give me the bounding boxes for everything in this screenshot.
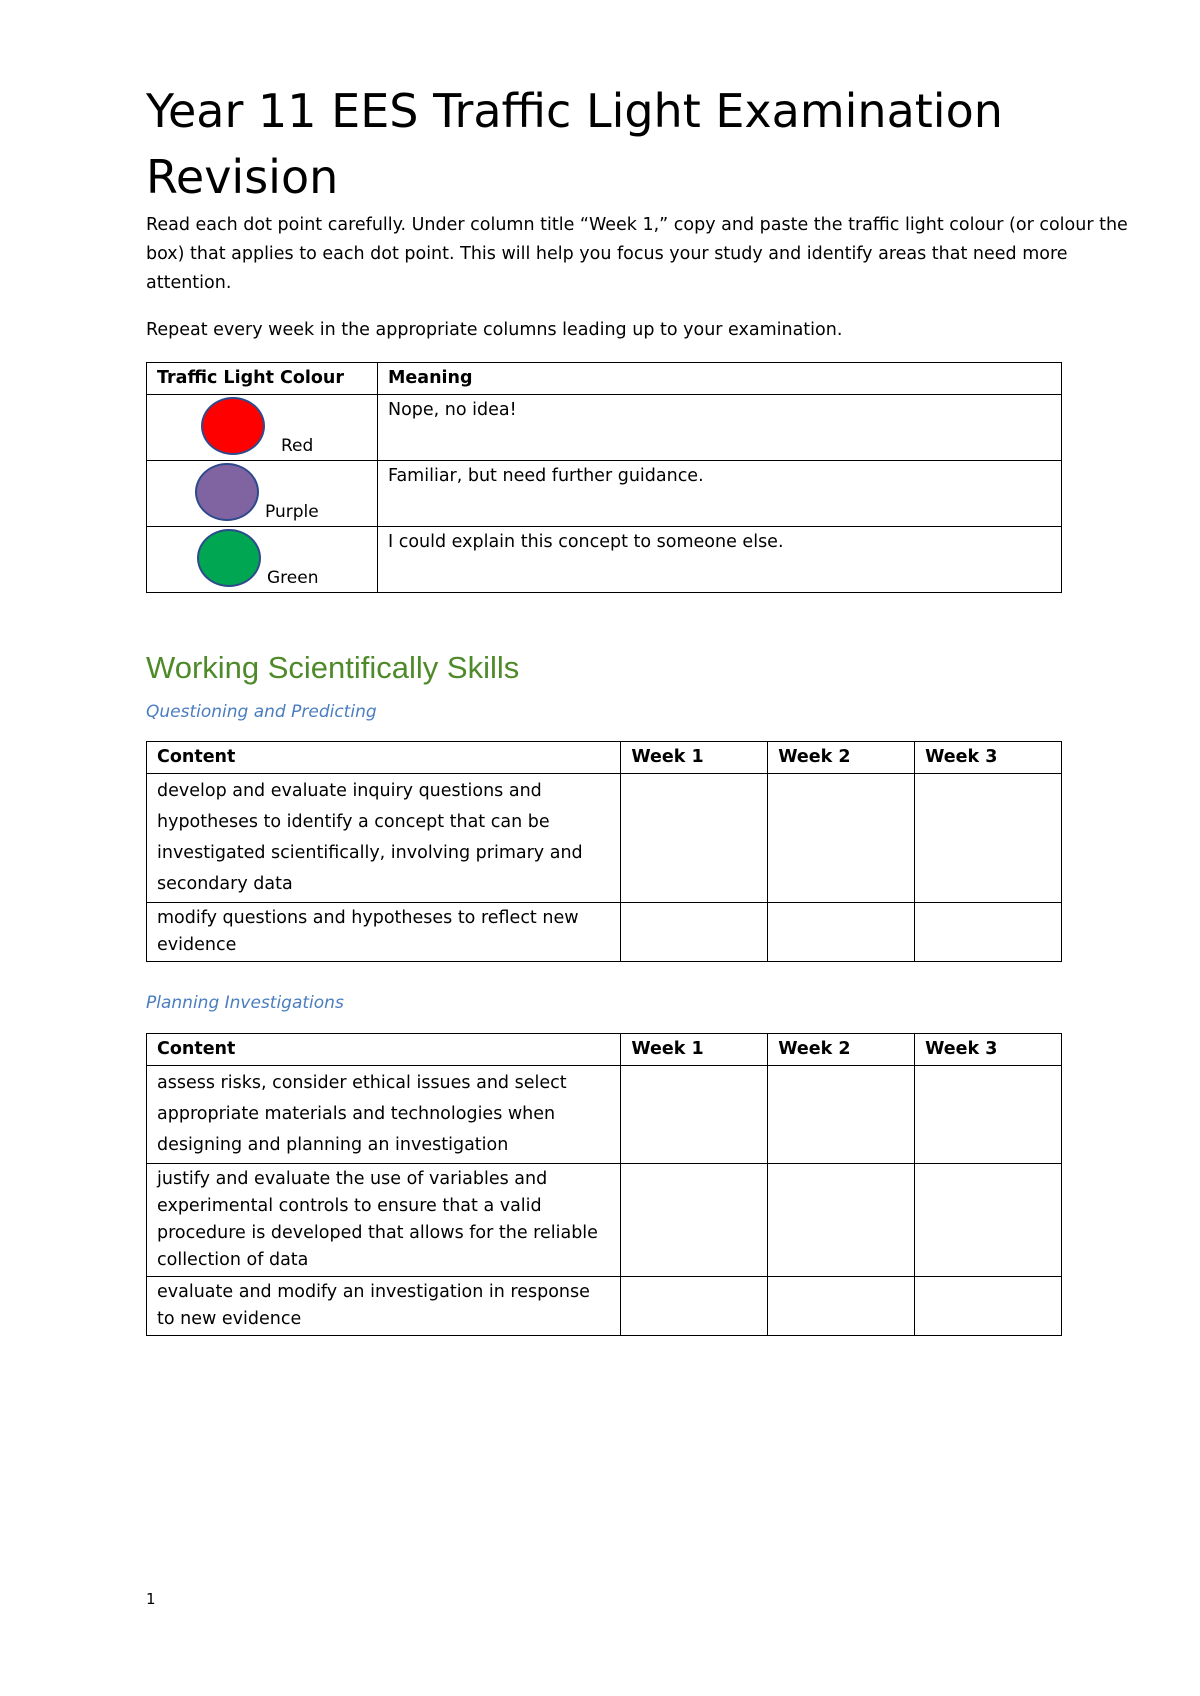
questioning-subheading: Questioning and Predicting bbox=[146, 702, 377, 722]
legend-row-purple bbox=[147, 461, 1062, 527]
legend-header-colour: Traffic Light Colour bbox=[147, 363, 378, 395]
week-2-cell[interactable] bbox=[768, 1066, 915, 1164]
week-2-cell[interactable] bbox=[768, 1277, 915, 1336]
table-row bbox=[147, 774, 1062, 903]
table-row bbox=[147, 903, 1062, 962]
planning-table bbox=[146, 1033, 1062, 1336]
legend-meaning-cell: Nope, no idea! bbox=[378, 395, 1062, 461]
week-1-header: Week 1 bbox=[621, 1034, 768, 1066]
week-3-cell[interactable] bbox=[915, 903, 1062, 962]
red-light-icon bbox=[201, 397, 265, 455]
week-3-cell[interactable] bbox=[915, 774, 1062, 903]
page-number: 1 bbox=[146, 1590, 156, 1608]
week-1-cell[interactable] bbox=[621, 903, 768, 962]
content-cell: justify and evaluate the use of variables and experimental controls to ensure that a valid procedure is developed that allows for the reliable collection of data bbox=[147, 1164, 621, 1277]
week-2-cell[interactable] bbox=[768, 774, 915, 903]
legend-light-cell bbox=[147, 461, 378, 527]
week-3-cell[interactable] bbox=[915, 1066, 1062, 1164]
green-light-icon bbox=[197, 529, 261, 587]
table-row bbox=[147, 1066, 1062, 1164]
table-header-row bbox=[147, 742, 1062, 774]
page-title: Year 11 EES Traffic Light Examination Revision bbox=[146, 84, 1003, 204]
legend-light-label: Green bbox=[267, 568, 319, 588]
legend-light-cell bbox=[147, 395, 378, 461]
week-1-header: Week 1 bbox=[621, 742, 768, 774]
week-2-header: Week 2 bbox=[768, 742, 915, 774]
content-cell: assess risks, consider ethical issues and select appropriate materials and technologies when designing and planning an investigation bbox=[147, 1066, 621, 1164]
table-row bbox=[147, 1277, 1062, 1336]
legend-header-row bbox=[147, 363, 1062, 395]
content-header: Content bbox=[147, 1034, 621, 1066]
legend-row-red bbox=[147, 395, 1062, 461]
legend-meaning-cell: I could explain this concept to someone else. bbox=[378, 527, 1062, 593]
week-2-cell[interactable] bbox=[768, 1164, 915, 1277]
repeat-instruction: Repeat every week in the appropriate columns leading up to your examination. bbox=[146, 320, 843, 340]
section-heading: Working Scientifically Skills bbox=[146, 650, 520, 685]
content-cell: modify questions and hypotheses to reflect new evidence bbox=[147, 903, 621, 962]
week-1-cell[interactable] bbox=[621, 1164, 768, 1277]
week-2-cell[interactable] bbox=[768, 903, 915, 962]
content-cell: evaluate and modify an investigation in response to new evidence bbox=[147, 1277, 621, 1336]
table-row bbox=[147, 1164, 1062, 1277]
week-3-header: Week 3 bbox=[915, 1034, 1062, 1066]
week-3-header: Week 3 bbox=[915, 742, 1062, 774]
legend-meaning-cell: Familiar, but need further guidance. bbox=[378, 461, 1062, 527]
planning-subheading: Planning Investigations bbox=[146, 993, 344, 1013]
legend-light-label: Red bbox=[281, 436, 314, 456]
content-cell: develop and evaluate inquiry questions and hypotheses to identify a concept that can be investigated scientifically, involving primary and secondary data bbox=[147, 774, 621, 903]
week-2-header: Week 2 bbox=[768, 1034, 915, 1066]
purple-light-icon bbox=[195, 463, 259, 521]
week-1-cell[interactable] bbox=[621, 774, 768, 903]
table-header-row bbox=[147, 1034, 1062, 1066]
week-3-cell[interactable] bbox=[915, 1164, 1062, 1277]
week-1-cell[interactable] bbox=[621, 1277, 768, 1336]
week-3-cell[interactable] bbox=[915, 1277, 1062, 1336]
traffic-light-legend-table bbox=[146, 362, 1062, 593]
legend-header-meaning: Meaning bbox=[378, 363, 1062, 395]
questioning-table bbox=[146, 741, 1062, 962]
legend-light-label: Purple bbox=[265, 502, 319, 522]
week-1-cell[interactable] bbox=[621, 1066, 768, 1164]
legend-row-green bbox=[147, 527, 1062, 593]
intro-paragraph: Read each dot point carefully. Under column title “Week 1,” copy and paste the traffic light colour (or colour the box) that applies to each dot point. This will help you focus your study and identify areas that need more attention. bbox=[146, 215, 1128, 293]
legend-light-cell bbox=[147, 527, 378, 593]
content-header: Content bbox=[147, 742, 621, 774]
